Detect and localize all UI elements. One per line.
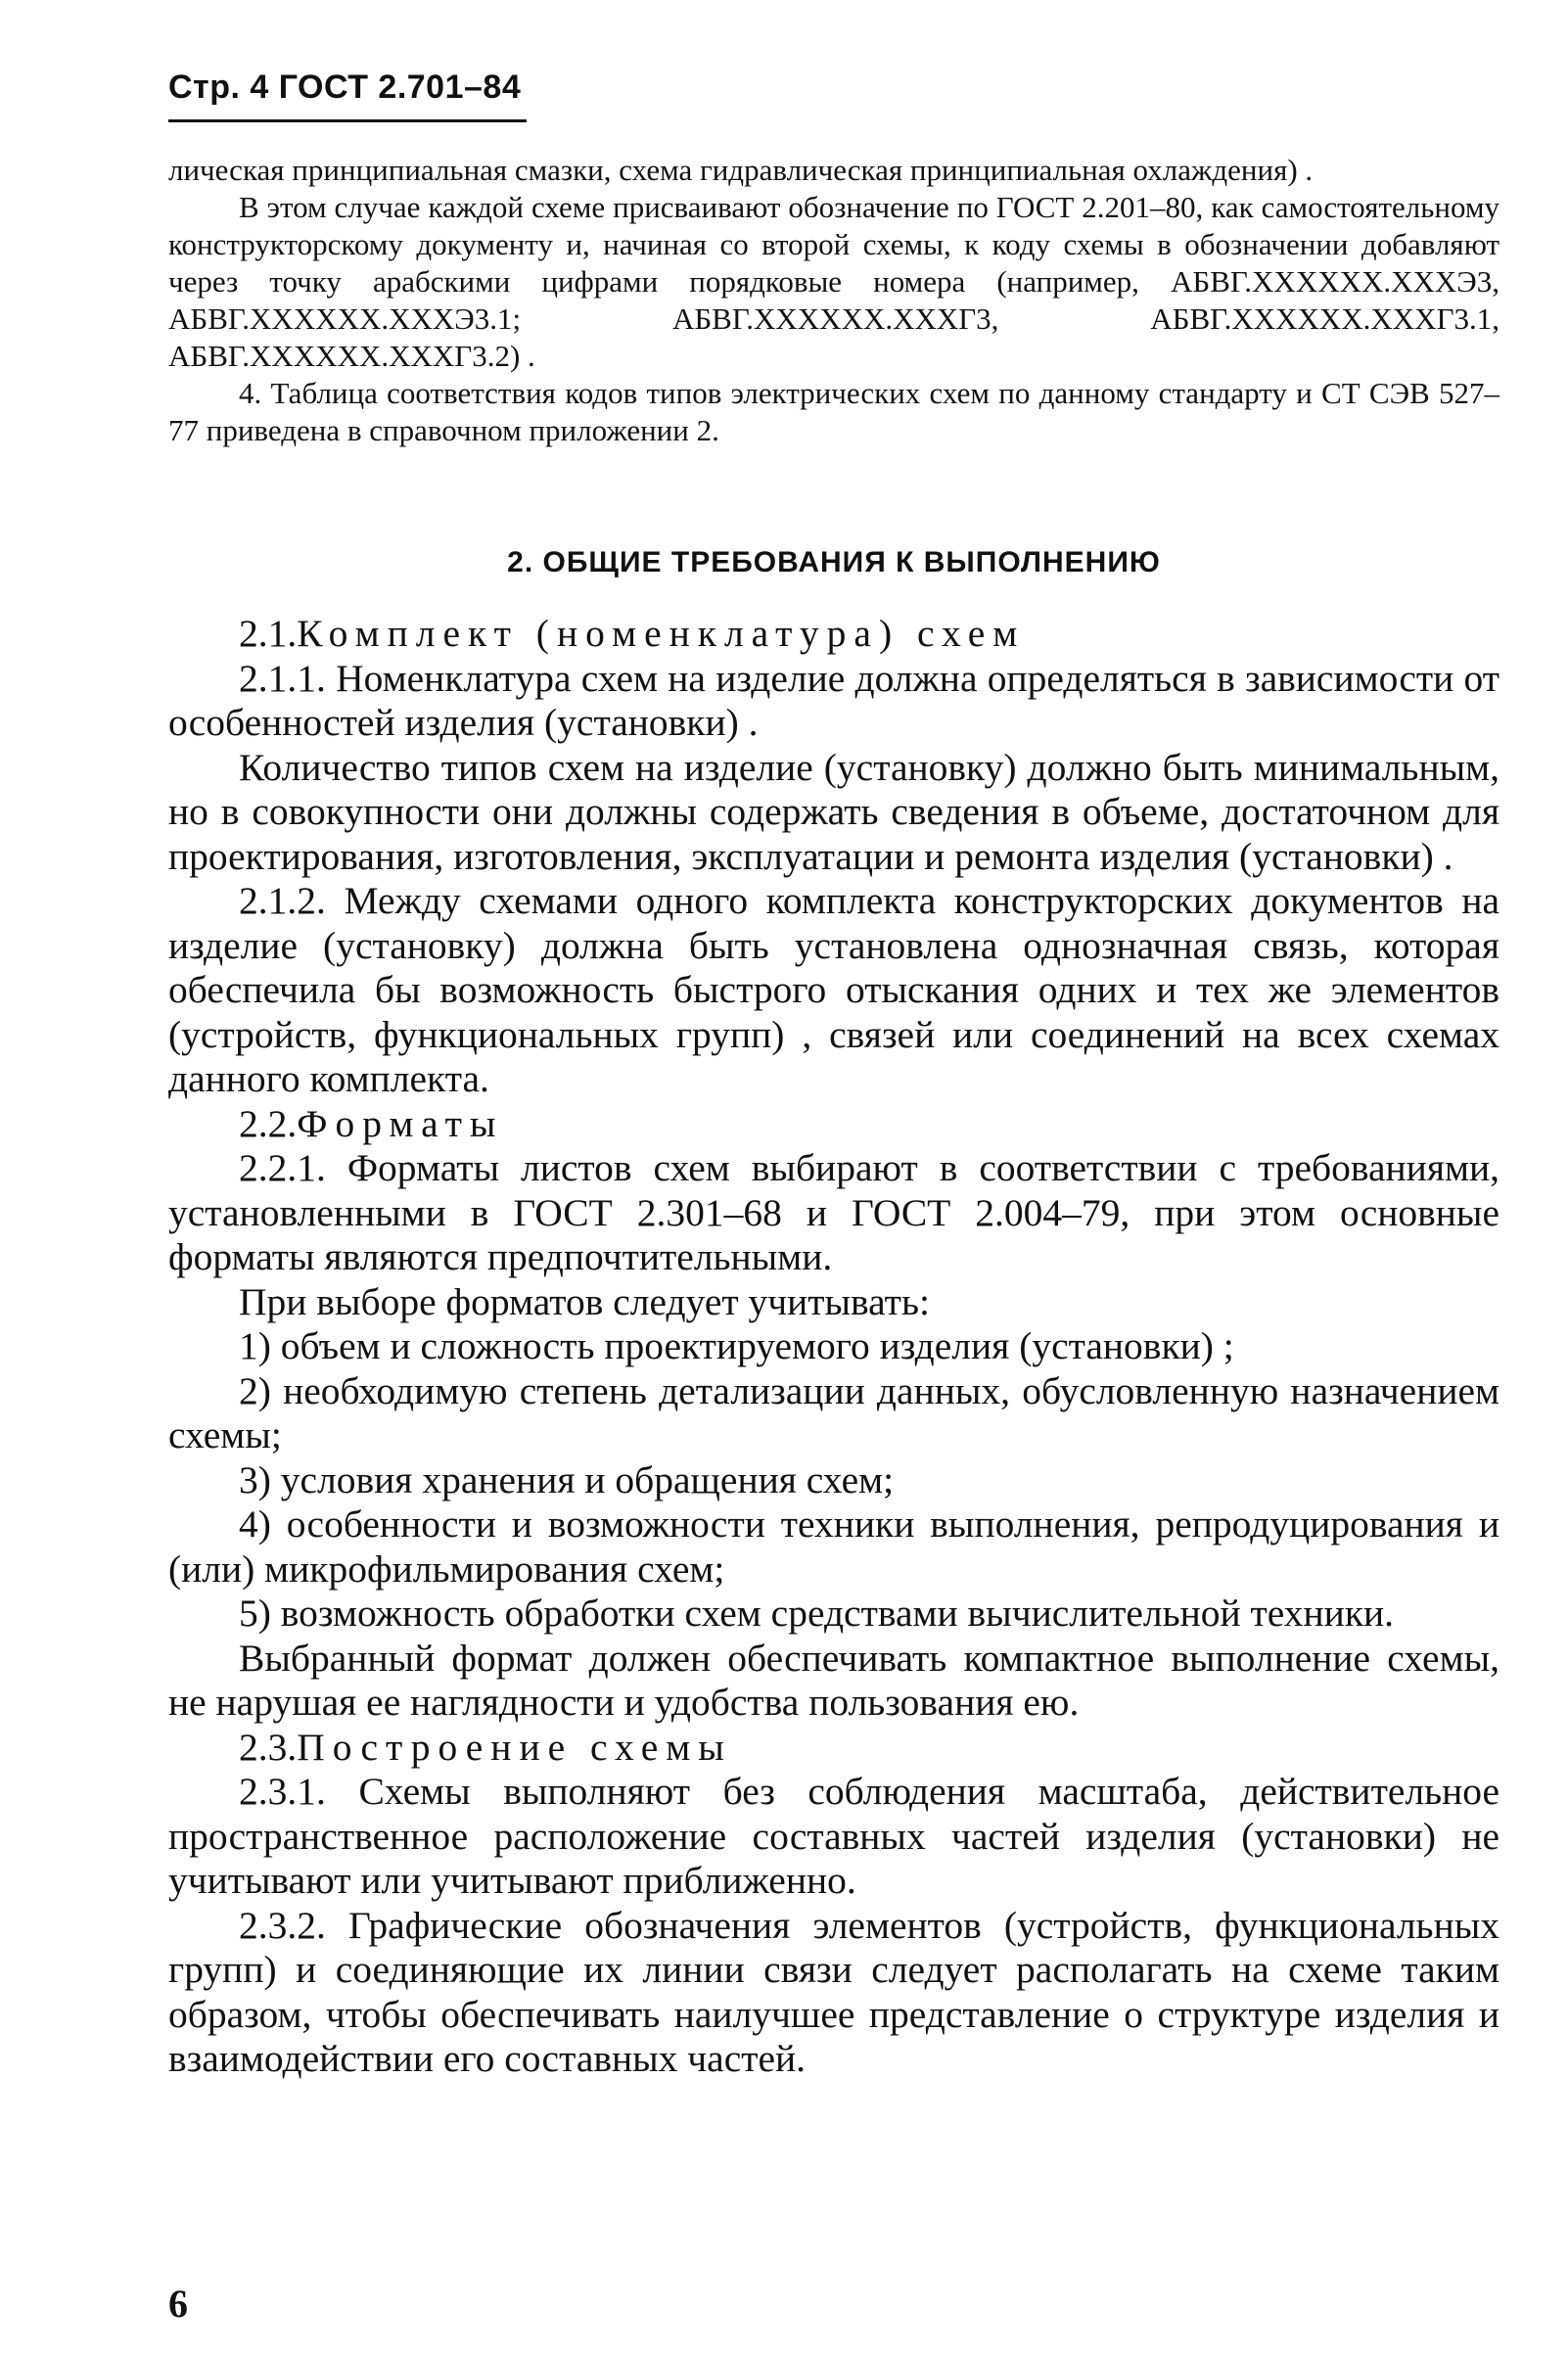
list-item: 1) объем и сложность проектируемого изделия (установки) ; — [239, 1324, 1234, 1367]
subsection-2-1-title: Комплект (номенклатура) схем — [297, 612, 1026, 655]
paragraph-2-2-1: 2.2.1. Форматы листов схем выбирают в соответствии с требованиями, установленными в ГОСТ 2.301–68 и ГОСТ 2.004–79, при этом основные форматы являются предпочтительными. — [168, 1146, 1499, 1278]
paragraph-2-1-2: 2.1.2. Между схемами одного комплекта конструкторских документов на изделие (установку) должна быть установлена однозначная связь, которая обеспечила бы возможность быстрого отыскания одних и тех же элементов (устройств, функциональных групп) , связей или соединений на всех схемах данного комплекта. — [168, 879, 1499, 1100]
intro-block — [168, 152, 1499, 449]
list-item: 4) особенности и возможности техники выполнения, репродуцирования и (или) микрофильмирования схем; — [168, 1502, 1499, 1591]
subsection-2-1-heading — [168, 612, 1499, 657]
page-number: 6 — [168, 2282, 188, 2326]
subsection-2-2-heading — [168, 1102, 1499, 1147]
subsection-2-3-number: 2.3. — [239, 1725, 298, 1769]
paragraph-2-3-2: 2.3.2. Графические обозначения элементов (устройств, функциональных групп) и соединяющие их линии связи следует располагать на схеме таким образом, чтобы обеспечивать наилучшее представление о структуре изделия и взаимодействии его составных частей. — [168, 1903, 1499, 2080]
list-item: 3) условия хранения и обращения схем; — [239, 1457, 895, 1501]
header-underline — [168, 119, 527, 122]
intro-paragraph-1: лическая принципиальная смазки, схема гидравлическая принципиальная охлаждения) . — [168, 153, 1314, 187]
paragraph-2-1-1-b: Количество типов схем на изделие (установку) должно быть минимальным, но в совокупности они должны содержать сведения в объеме, достаточном для проектирования, изготовления, эксплуатации и ремонта изделия (установки) . — [168, 745, 1499, 878]
paragraph-2-2-1-b: При выборе форматов следует учитывать: — [239, 1279, 930, 1323]
paragraph-2-1-1: 2.1.1. Номенклатура схем на изделие должна определяться в зависимости от особенностей изделия (установки) . — [168, 656, 1499, 744]
subsection-2-2-number: 2.2. — [239, 1101, 298, 1145]
paragraph-2-3-1: 2.3.1. Схемы выполняют без соблюдения масштаба, действительное пространственное расположение составных частей изделия (установки) не учитывают или учитывают приближенно. — [168, 1770, 1499, 1902]
subsection-2-3-title: Построение схемы — [297, 1725, 732, 1769]
paragraph-2-2-1-c: Выбранный формат должен обеспечивать компактное выполнение схемы, не нарушая ее наглядности и удобства пользования ею. — [168, 1636, 1499, 1724]
list-item: 5) возможность обработки схем средствами вычислительной техники. — [239, 1592, 1395, 1635]
intro-paragraph-2: В этом случае каждой схеме присваивают обозначение по ГОСТ 2.201–80, как самостоятельному конструкторскому документу и, начиная со второй схемы, к коду схемы в обозначении добавляют через точку арабскими цифрами порядковые номера (например, АБВГ.XXXXXX.XXXЭ3, АБВГ.XXXXXX.XXXЭ3.1; АБВГ.XXXXXX.XXXГ3, АБВГ.XXXXXX.XXXГ3.1, АБВГ.XXXXXX.XXXГ3.2) . — [168, 190, 1499, 373]
section-body — [168, 612, 1499, 2082]
subsection-2-3-heading — [168, 1726, 1499, 1771]
intro-paragraph-3: 4. Таблица соответствия кодов типов электрических схем по данному стандарту и СТ СЭВ 527–77 приведена в справочном приложении 2. — [168, 376, 1499, 447]
subsection-2-2-title: Форматы — [297, 1101, 504, 1145]
subsection-2-1-number: 2.1. — [239, 612, 298, 655]
page-header: Стр. 4 ГОСТ 2.701–84 — [168, 69, 522, 106]
section-heading: 2. ОБЩИЕ ТРЕБОВАНИЯ К ВЫПОЛНЕНИЮ — [507, 546, 1161, 578]
list-item: 2) необходимую степень детализации данных, обусловленную назначением схемы; — [168, 1368, 1499, 1456]
